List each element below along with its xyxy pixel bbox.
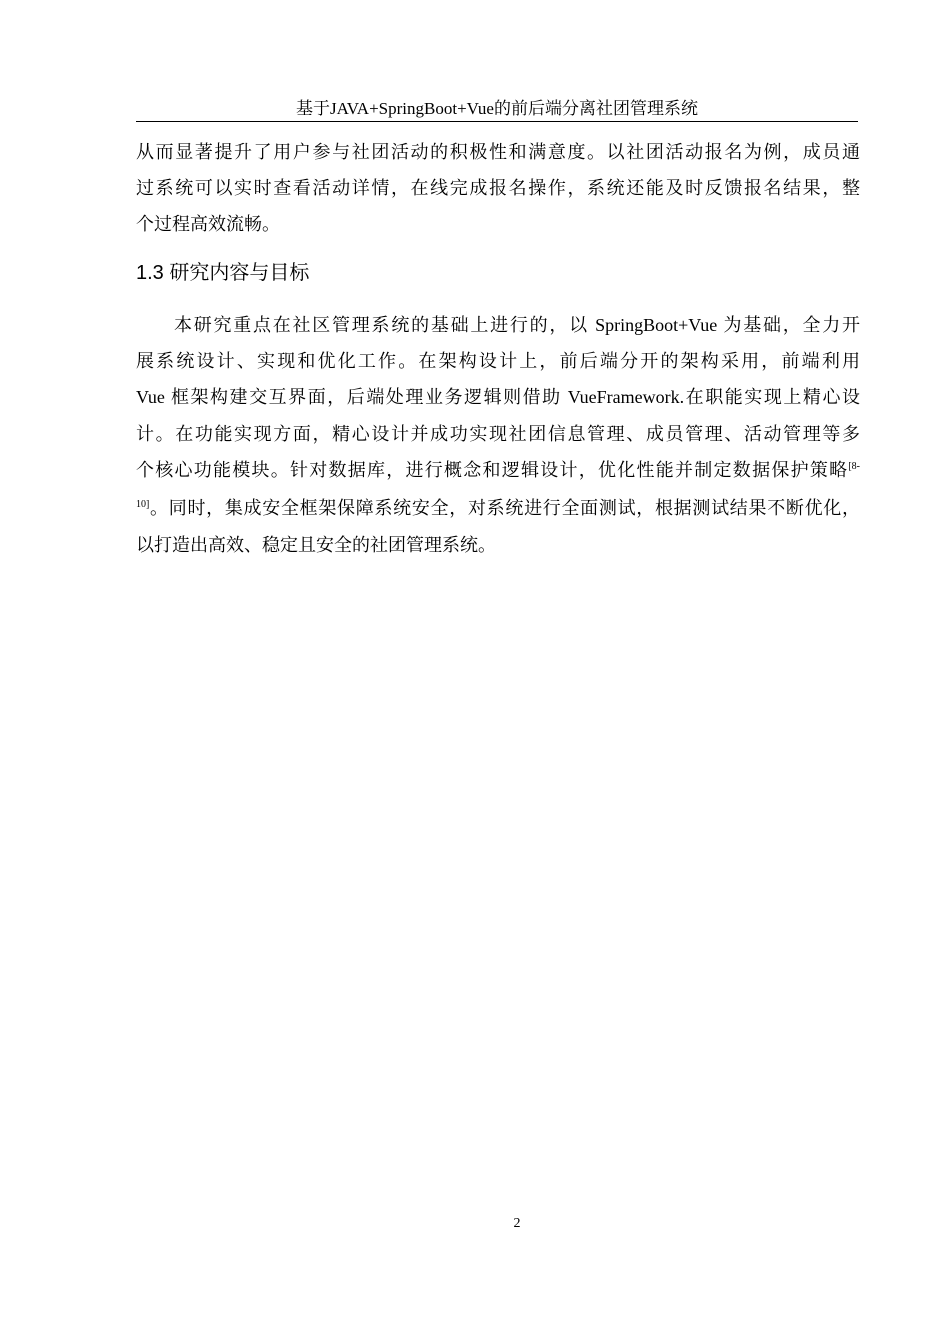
research-line-2: 展系统设计、实现和优化工作。在架构设计上，前后端分开的架构采用，前端利用 (136, 351, 860, 371)
intro-line-1: 从而显著提升了用户参与社团活动的积极性和满意度。以社团活动报名为例，成员通 (136, 142, 860, 162)
citation-start: [8- (848, 461, 860, 472)
research-line-3: Vue 框架构建交互界面，后端处理业务逻辑则借助 VueFramework.在职能实现上精心设 (136, 387, 860, 407)
section-heading: 1.3 研究内容与目标 (136, 262, 310, 284)
page-header: 基于JAVA+SpringBoot+Vue的前后端分离社团管理系统 (296, 99, 698, 118)
research-line-5-text: 个核心功能模块。针对数据库，进行概念和逻辑设计，优化性能并制定数据保护策略 (136, 460, 849, 480)
header-divider (136, 121, 858, 122)
page-number: 2 (513, 1216, 521, 1231)
research-line-7: 以打造出高效、稳定且安全的社团管理系统。 (136, 535, 496, 555)
research-line-1: 本研究重点在社区管理系统的基础上进行的，以 SpringBoot+Vue 为基础，全力开 (174, 315, 860, 335)
intro-line-3: 个过程高效流畅。 (136, 214, 280, 234)
intro-line-2: 过系统可以实时查看活动详情，在线完成报名操作，系统还能及时反馈报名结果，整 (136, 178, 860, 198)
research-line-6-text: 。同时，集成安全框架保障系统安全，对系统进行全面测试，根据测试结果不断优化， (149, 498, 860, 518)
research-line-4: 计。在功能实现方面，精心设计并成功实现社团信息管理、成员管理、活动管理等多 (136, 424, 860, 444)
research-line-5 (136, 456, 860, 484)
research-line-6 (136, 494, 860, 522)
citation-end: 10] (136, 499, 150, 510)
